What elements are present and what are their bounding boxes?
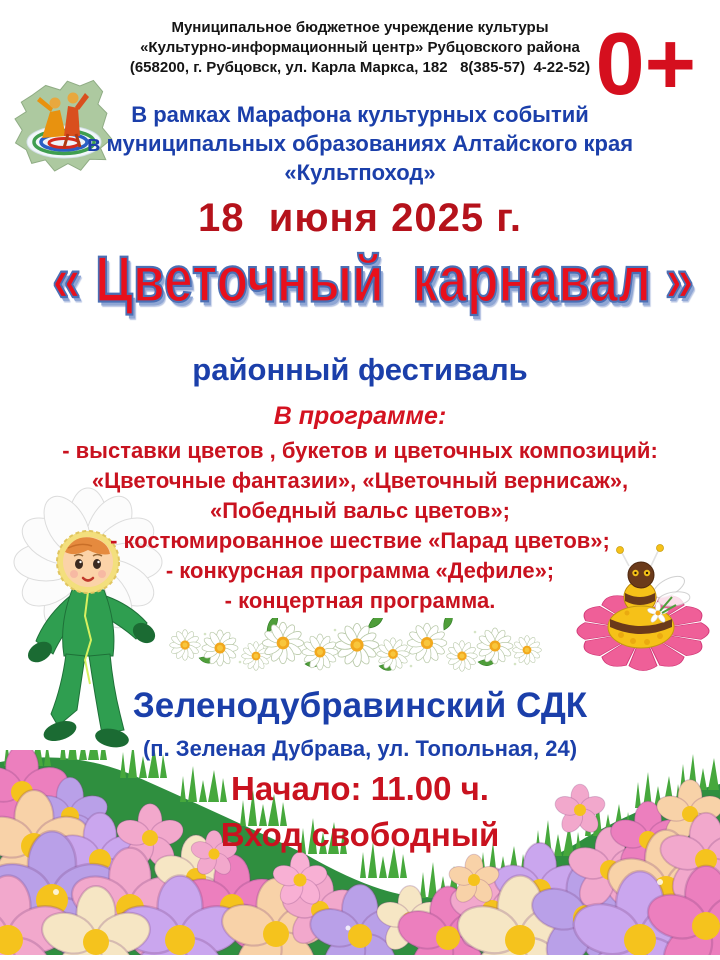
program-list bbox=[0, 436, 720, 616]
org-address-line: (658200, г. Рубцовск, ул. Карла Маркса, 182 8(385-57) 4-22-52) bbox=[129, 59, 591, 76]
event-title-text: « Цветочный карнавал » bbox=[52, 243, 694, 316]
venue-address: (п. Зеленая Дубрава, ул. Топольная, 24) bbox=[142, 736, 578, 761]
venue-name: Зеленодубравинский СДК bbox=[132, 686, 588, 725]
program-item: - выставки цветов , букетов и цветочных композиций: bbox=[62, 438, 658, 463]
event-title bbox=[0, 242, 720, 316]
admission-note: Вход свободный bbox=[220, 816, 500, 853]
program-item: - конкурсная программа «Дефиле»; bbox=[165, 558, 555, 583]
event-date: 18 июня 2025 г. bbox=[198, 196, 522, 240]
marathon-line-2: в муниципальных образованиях Алтайского края bbox=[86, 131, 634, 156]
program-item: - костюмированное шествие «Парад цветов»; bbox=[110, 528, 610, 553]
program-heading: В программе: bbox=[273, 402, 447, 430]
age-rating-badge: 0+ bbox=[595, 14, 696, 113]
program-item: - концертная программа. bbox=[224, 588, 496, 613]
org-center-line: «Культурно-информационный центр» Рубцовского района bbox=[140, 39, 580, 56]
start-time: Начало: 11.00 ч. bbox=[231, 770, 489, 807]
marathon-line-1: В рамках Марафона культурных событий bbox=[131, 102, 589, 127]
org-name-line: Муниципальное бюджетное учреждение культуры bbox=[171, 19, 549, 36]
program-item: «Цветочные фантазии», «Цветочный вернисаж», bbox=[91, 468, 629, 493]
marathon-text bbox=[0, 100, 720, 187]
marathon-line-3: «Культпоход» bbox=[284, 160, 436, 185]
daisy-divider-icon bbox=[165, 618, 555, 681]
program-item: «Победный вальс цветов»; bbox=[209, 498, 511, 523]
event-subtitle: районный фестиваль bbox=[192, 352, 528, 387]
